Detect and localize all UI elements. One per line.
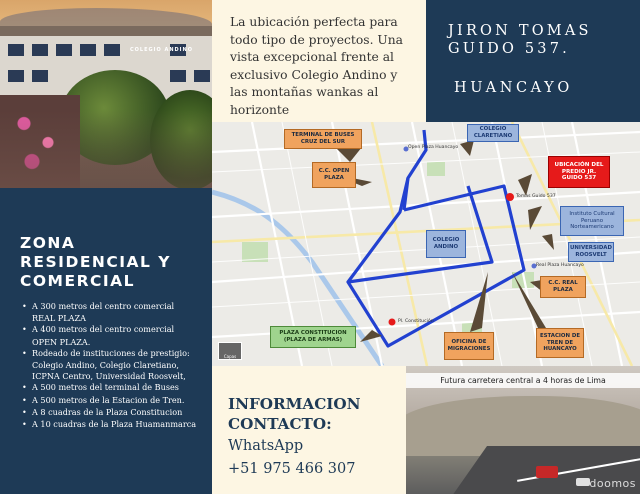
list-item: • A 8 cuadras de la Plaza Constitucion [20,407,202,418]
garden-wall [0,110,212,188]
map-label-real: Real Plaza Huancayo [536,263,584,268]
window [104,44,120,56]
map-layers-label: Capas [223,354,237,359]
watermark: doomos [589,477,636,490]
callout-andino: COLEGIO ANDINO [426,230,466,258]
list-item: • A 300 metros del centro comercial [20,301,202,312]
window [170,70,186,82]
callout-roosvelt: UNIVERSIDAD ROOSVELT [568,242,614,262]
window [8,44,24,56]
window [56,44,72,56]
list-item: • A 400 metros del centro comercial [20,324,202,335]
intro-text: La ubicación perfecta para todo tipo de proyectos. Una vista excepcional frente al exclusivo Colegio Andino y las montañas wankas al horizonte [230,15,403,117]
city-line: HUANCAYO [454,80,573,96]
window [32,70,48,82]
contact-block [212,366,406,494]
address-title [426,0,640,122]
map-label-guido: Tomas Guido 537 [516,194,556,199]
callout-realplaza: C.C. REAL PLAZA [540,276,586,298]
list-item-continuation: OPEN PLAZA. [32,336,91,347]
highway-caption: Futura carretera central a 4 horas de Lima [406,373,640,388]
car [576,478,590,486]
window [32,44,48,56]
list-item: • Rodeado de instituciones de prestigio: [20,348,202,359]
window [8,70,24,82]
callout-instituto: Instituto Cultural Peruano Norteamericano [560,206,624,236]
contact-heading-2: CONTACTO: [228,415,332,433]
list-item-continuation: Colegio Andino, Colegio Claretiano, [32,360,179,371]
contact-app: WhatsApp [228,438,304,454]
map-label-openplaza: Open Plaza Huancayo [408,145,459,150]
window [194,70,210,82]
list-item-continuation: ICPNA Centro, Universidad Roosvelt, [32,371,186,382]
list-item: • A 10 cuadras de la Plaza Huamanmarca [20,419,202,430]
contact-heading-1: INFORMACION [228,395,361,413]
zona-list [20,301,202,430]
list-item-continuation: REAL PLAZA [32,313,86,324]
callout-ubicacion: UBICACIÓN DEL PREDIO JR. GUIDO 537 [548,156,610,188]
zona-panel [0,188,212,494]
zona-heading: ZONA RESIDENCIAL Y COMERCIAL [20,234,172,290]
building-sign: COLEGIO ANDINO [130,47,193,53]
map-label-constitucion: Pl. Constitución [398,319,434,324]
highway-image [406,366,640,494]
building-photo [0,0,212,188]
callout-tren: ESTACION DE TREN DE HUANCAYO [536,328,584,358]
callout-claretiano: COLEGIO CLARETIANO [467,124,519,142]
location-map[interactable] [212,122,640,366]
contact-phone[interactable]: +51 975 466 307 [228,461,356,477]
map-layers-button[interactable] [218,342,242,360]
callout-openplaza: C.C. OPEN PLAZA [312,162,356,188]
truck [536,466,558,478]
callout-terminal: TERMINAL DE BUSES CRUZ DEL SUR [284,129,362,149]
window [80,44,96,56]
callout-plaza: PLAZA CONSTITUCION (PLAZA DE ARMAS) [270,326,356,348]
callout-migraciones: OFICINA DE MIGRACIONES [444,332,494,360]
address-line: JIRON TOMAS GUIDO 537. [448,23,592,57]
list-item: • A 500 metros del terminal de Buses [20,382,202,393]
list-item: • A 500 metros de la Estacion de Tren. [20,395,202,406]
intro-block [212,0,426,122]
building-roof [0,26,212,36]
